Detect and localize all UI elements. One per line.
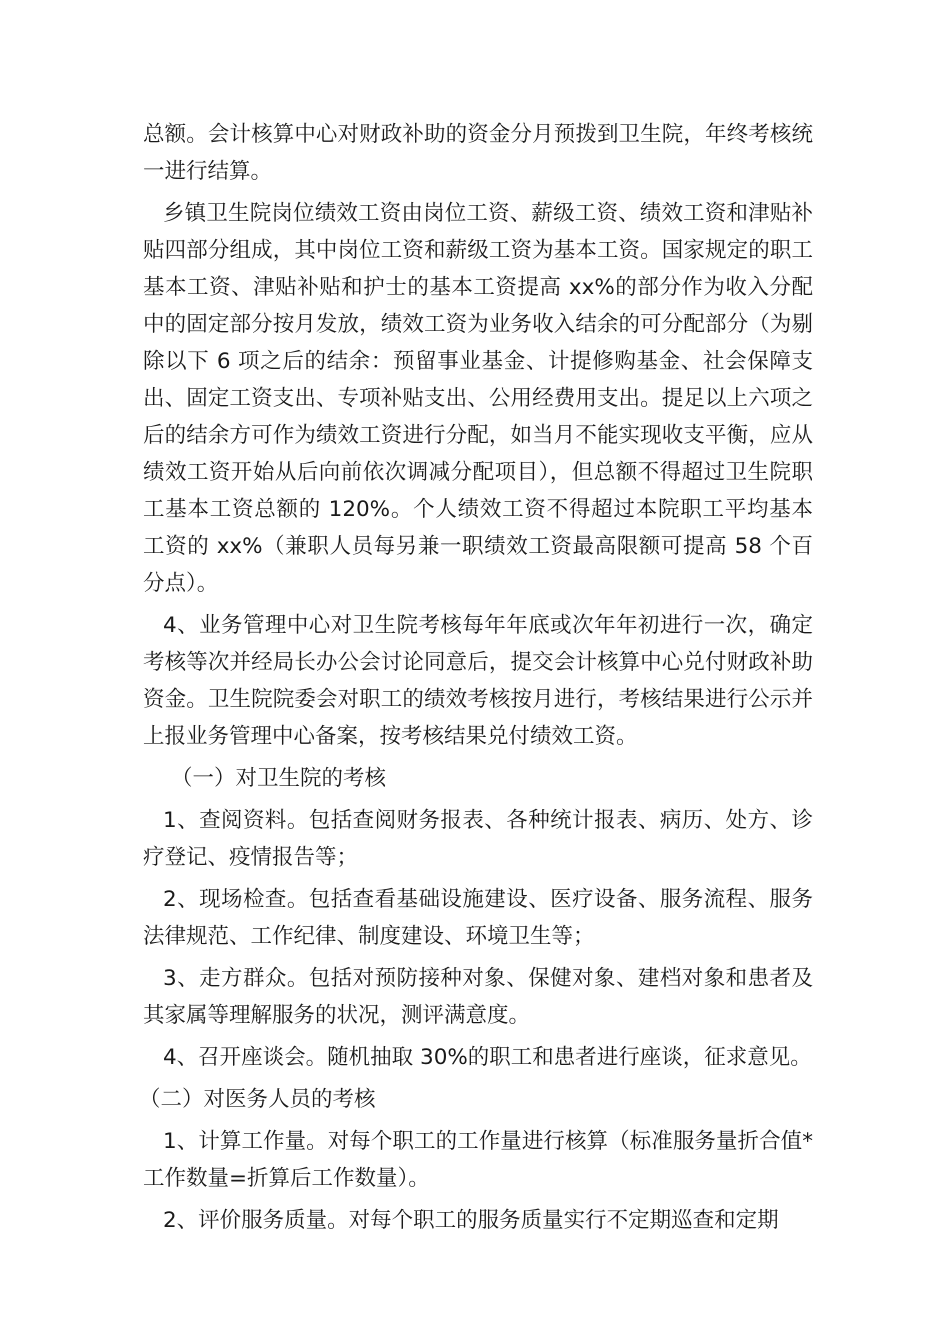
paragraph-7: 3、走方群众。包括对预防接种对象、保健对象、建档对象和患者及其家属等理解服务的状况，测评满意度。: [143, 966, 813, 1028]
paragraph-2: 乡镇卫生院岗位绩效工资由岗位工资、薪级工资、绩效工资和津贴补贴四部分组成，其中岗位工资和薪级工资为基本工资。国家规定的职工基本工资、津贴补贴和护士的基本工资提高 xx%的部分作为收入分配中的固定部分按月发放，绩效工资为业务收入结余的可分配部分（为剔除以下 6 项之后的结余：预留事业基金、计提修购基金、社会保障支出、固定工资支出、专项补贴支出、公用经费用支出。提足以上六项之后的结余方可作为绩效工资进行分配，如当月不能实现收支平衡，应从绩效工资开始从后向前依次调减分配项目），但总额不得超过卫生院职工基本工资总额的 120%。个人绩效工资不得超过本院职工平均基本工资的 xx%（兼职人员每另兼一职绩效工资最高限额可提高 58 个百分点）。: [143, 201, 813, 596]
paragraph-8: 4、召开座谈会。随机抽取 30%的职工和患者进行座谈，征求意见。: [163, 1045, 812, 1070]
document-body: [139, 116, 813, 1244]
section-heading-1: （一）对卫生院的考核: [171, 766, 387, 791]
section-heading-2: （二）对医务人员的考核: [139, 1087, 376, 1112]
paragraph-11: 2、评价服务质量。对每个职工的服务质量实行不定期巡查和定期: [163, 1208, 779, 1233]
paragraph-6: 2、现场检查。包括查看基础设施建设、医疗设备、服务流程、服务法律规范、工作纪律、制度建设、环境卫生等；: [143, 887, 813, 949]
paragraph-10: 1、计算工作量。对每个职工的工作量进行核算（标准服务量折合值*工作数量=折算后工作数量）。: [143, 1129, 813, 1191]
paragraph-1: 总额。会计核算中心对财政补助的资金分月预拨到卫生院，年终考核统一进行结算。: [143, 122, 813, 184]
paragraph-3: 4、业务管理中心对卫生院考核每年年底或次年年初进行一次，确定考核等次并经局长办公会讨论同意后，提交会计核算中心兑付财政补助资金。卫生院院委会对职工的绩效考核按月进行，考核结果进行公示并上报业务管理中心备案，按考核结果兑付绩效工资。: [143, 613, 813, 749]
paragraph-5: 1、查阅资料。包括查阅财务报表、各种统计报表、病历、处方、诊疗登记、疫情报告等；: [143, 808, 813, 870]
